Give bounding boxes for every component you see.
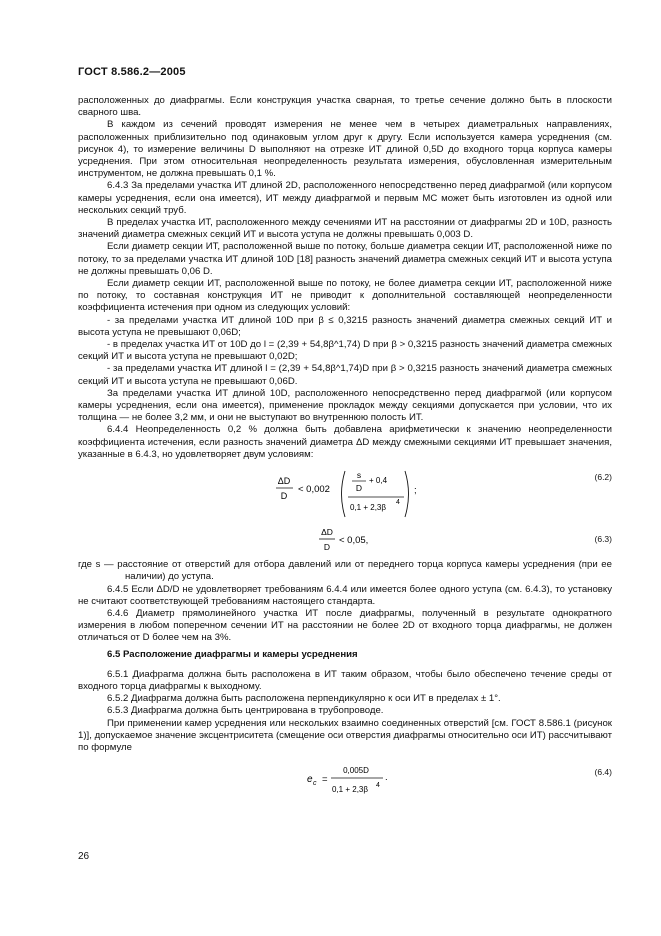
- list-item: - за пределами участка ИТ длиной 10D при β ≤ 0,3215 разность значений диаметра смежных секций ИТ и высота уступа не превышают 0,06D;: [78, 314, 612, 338]
- formula-6-3: [78, 525, 612, 555]
- f62-lhs-den: D: [280, 491, 288, 502]
- f64-lhs-sub: c: [313, 780, 317, 788]
- f62-tail: ;: [414, 485, 417, 497]
- formula-number: (6.3): [594, 534, 612, 545]
- formula-6-2: [78, 467, 612, 521]
- f64-tail: .: [385, 772, 388, 784]
- paragraph: В каждом из сечений проводят измерения не менее чем в четырех диаметральных направлениях, расположенных приблизительно под одинаковым углом друг к другу. Если используется камера усреднения (см. рисунок 4), то измерение величины D выполняют на отрезке ИТ длиной 0,5D до входного торца корпуса камеры усреднения. При этом относительная неопределенность результата измерения, обусловленная измерительным инструментом, не должна превышать 0,1 %.: [78, 119, 612, 180]
- page-number: 26: [78, 851, 90, 862]
- f62-inner-d: D: [355, 483, 363, 494]
- formula-number: (6.2): [594, 472, 612, 483]
- paragraph: При применении камер усреднения или нескольких взаимно соединенных отверстий [см. ГОСТ 8.586.1 (рисунок 1)], допускаемое значение эксцентриситета (смещение оси отверстия диафрагмы относительно оси ИТ) рассчитывают по формуле: [78, 717, 612, 753]
- f62-inner-den: 0,1 + 2,3β: [350, 503, 386, 513]
- paragraph: Если диаметр секции ИТ, расположенной выше по потоку, больше диаметра секции ИТ, расположенной ниже по потоку, то за пределами участка ИТ длиной 10D [18] разность значений диаметра смежных секций ИТ и высота уступа не должны превышать 0,06 D.: [78, 241, 612, 277]
- list-item: - в пределах участка ИТ от 10D до l = (2,39 + 54,8β^1,74) D при β > 0,3215 разность значений диаметра смежных секций ИТ и высота уступа не превышают 0,02D;: [78, 339, 612, 363]
- paragraph: 6.4.4 Неопределенность 0,2 % должна быть добавлена арифметически к значению неопределенности коэффициента истечения, если разность значений диаметра ΔD между смежными секциями ИТ превышает значения, указанные в 6.4.3, но удовлетворяет двум условиям:: [78, 424, 612, 460]
- f63-num: ΔD: [321, 527, 333, 538]
- formula-6-2-graphic: [78, 467, 612, 521]
- f64-lhs: e: [307, 774, 313, 786]
- f62-inner-s: s: [356, 470, 362, 481]
- f64-num: 0,005D: [343, 766, 369, 776]
- paragraph: В пределах участка ИТ, расположенного между сечениями ИТ на расстоянии от диафрагмы 2D и 10D, разность значений диаметра смежных секций ИТ и высота уступа не должны превышать 0,003 D.: [78, 217, 612, 241]
- where-text: расстояние от отверстий для отбора давлений или от переднего торца корпуса камеры усреднения (при ее наличии) до уступа.: [117, 559, 612, 583]
- paragraph: расположенных до диафрагмы. Если конструкция участка сварная, то третье сечение должно быть в плоскости сварного шва.: [78, 95, 612, 119]
- document-header: ГОСТ 8.586.2—2005: [78, 66, 186, 78]
- f64-den-exp: 4: [376, 782, 380, 790]
- list-item: - за пределами участка ИТ длиной l = (2,39 + 54,8β^1,74)D при β > 0,3215 разность значений диаметра смежных секций ИТ и высота уступа не превышают 0,06D.: [78, 363, 612, 387]
- f63-den: D: [323, 542, 331, 553]
- formula-6-4: [78, 762, 612, 800]
- f62-lhs-num: ΔD: [277, 476, 291, 487]
- paragraph: За пределами участка ИТ длиной 10D, расположенного непосредственно перед диафрагмой (или корпусом камеры усреднения, если она имеется), применение прокладок между секциями допускается при условии, что их толщина — не более 3,2 мм, и они не выступают во внутреннюю полость ИТ.: [78, 387, 612, 424]
- where-term: где s —: [78, 559, 114, 571]
- where-definition: [78, 559, 612, 583]
- paragraph: 6.5.1 Диафрагма должна быть расположена в ИТ таким образом, чтобы было обеспечено течение среды от входного торца диафрагмы к выходному.: [78, 668, 612, 692]
- f62-lt: < 0,002: [298, 484, 330, 496]
- paragraph: 6.4.3 За пределами участка ИТ длиной 2D, расположенного непосредственно перед диафрагмой (или корпусом камеры усреднения, если она имеется), ИТ между диафрагмой и первым МС может быть изготовлен из одной или нескольких секций труб.: [78, 180, 612, 216]
- f62-inner-den-exp: 4: [396, 499, 400, 507]
- paragraph: 6.5.3 Диафрагма должна быть центрирована в трубопроводе.: [107, 705, 384, 717]
- paragraph: 6.4.6 Диаметр прямолинейного участка ИТ после диафрагмы, полученный в результате однократного измерения в любом поперечном сечении ИТ на расстоянии не более 2D от входного торца диафрагмы, не должен отличаться от D более чем на 3%.: [78, 607, 612, 644]
- f64-den: 0,1 + 2,3β: [332, 785, 368, 795]
- formula-6-4-graphic: [78, 762, 612, 800]
- where-clause: [78, 559, 612, 583]
- paragraph: 6.5.2 Диафрагма должна быть расположена перпендикулярно к оси ИТ в пределах ± 1°.: [107, 693, 501, 705]
- formula-6-3-graphic: [78, 525, 612, 555]
- formula-number: (6.4): [594, 767, 612, 778]
- document-body: [78, 95, 612, 806]
- f64-eq: =: [322, 774, 328, 786]
- f63-rel: < 0,05,: [339, 535, 369, 547]
- paragraph: Если диаметр секции ИТ, расположенной выше по потоку, не более диаметра секции ИТ, расположенной ниже по потоку, то составная конструкция ИТ не приводит к дополнительной составляющей неопределенности коэффициента истечения при одном из следующих условий:: [78, 278, 612, 314]
- paragraph: 6.4.5 Если ΔD/D не удовлетворяет требованиям 6.4.4 или имеется более одного уступа (см. 6.4.3), то установку не считают соответствующей требованиям настоящего стандарта.: [78, 583, 612, 607]
- section-heading: 6.5 Расположение диафрагмы и камеры усреднения: [107, 648, 358, 660]
- f62-inner-plus: + 0,4: [369, 476, 388, 486]
